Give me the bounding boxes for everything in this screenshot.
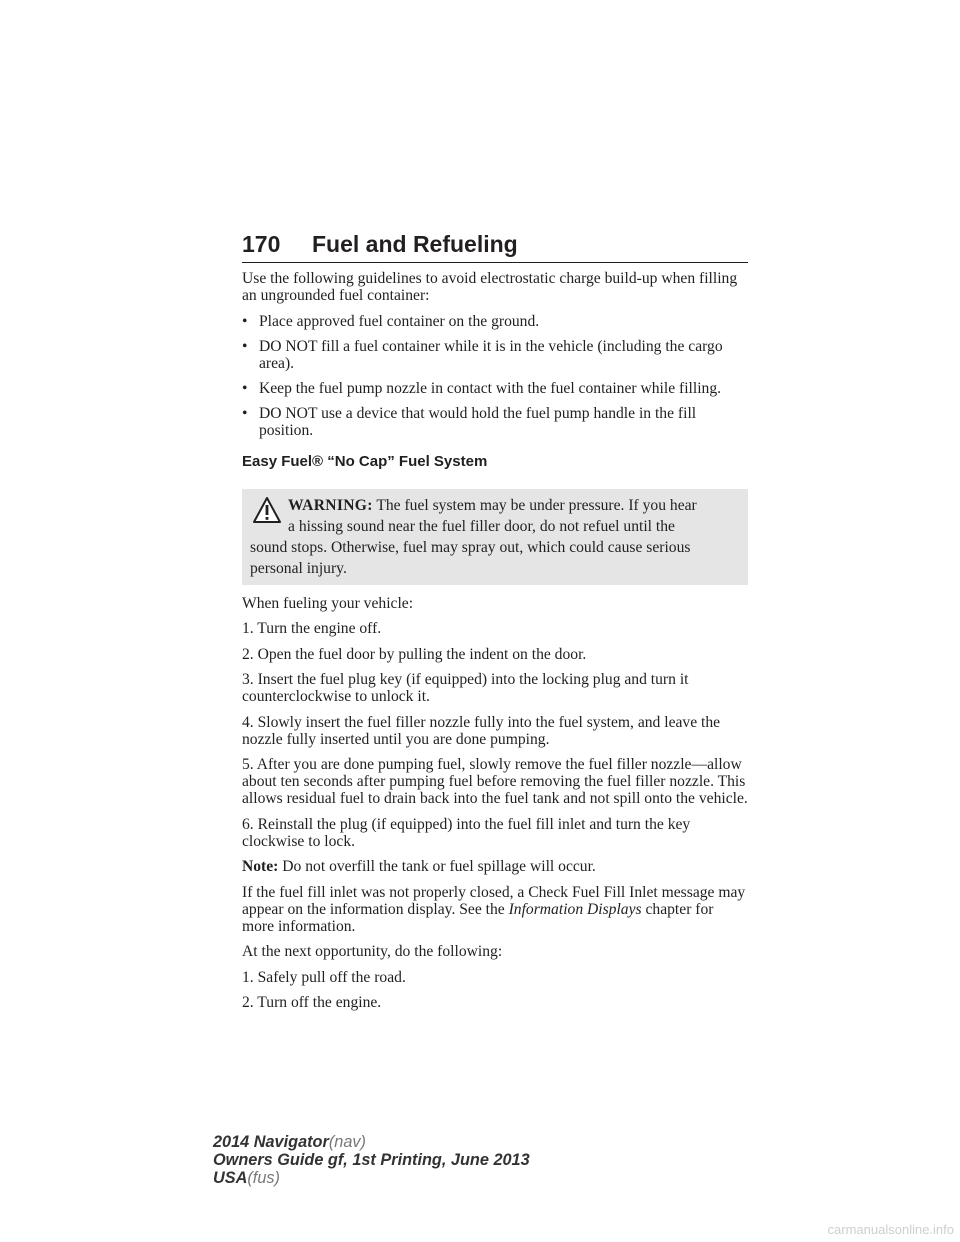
list-item-text: Place approved fuel container on the ground. — [259, 312, 540, 330]
page-number: 170 — [242, 231, 281, 257]
warning-line — [288, 495, 740, 516]
bullet-icon: • — [242, 404, 248, 422]
warning-line: a hissing sound near the fuel filler door, do not refuel until the — [288, 517, 675, 535]
guidelines-list — [242, 313, 748, 439]
page-body — [242, 270, 748, 1020]
step: 1. Turn the engine off. — [242, 620, 382, 637]
list-item — [242, 405, 748, 439]
step: 2. Open the fuel door by pulling the indent on the door. — [242, 645, 587, 663]
footer-model-code: (nav) — [328, 1133, 366, 1151]
footer-line — [213, 1151, 530, 1169]
footer-printing: Owners Guide gf, 1st Printing, June 2013 — [213, 1151, 530, 1169]
footer-market-code: (fus) — [247, 1169, 280, 1187]
warning-label: WARNING: — [288, 496, 373, 514]
warning-line: personal injury. — [250, 559, 347, 577]
step: 5. After you are done pumping fuel, slowly remove the fuel filler nozzle—allow about ten seconds after pumping fuel before removing the fuel filler nozzle. This allows residual fuel to drain back into the fuel tank and not spill onto the vehicle. — [242, 756, 748, 807]
list-item-text: Keep the fuel pump nozzle in contact with the fuel container while filling. — [259, 379, 722, 397]
footer-model: 2014 Navigator — [213, 1133, 329, 1151]
next-opportunity: At the next opportunity, do the following: — [242, 943, 503, 960]
warning-text: The fuel system may be under pressure. If you hear — [376, 496, 697, 514]
list-item-text: DO NOT fill a fuel container while it is in the vehicle (including the cargo area). — [259, 337, 723, 372]
page-header — [242, 230, 748, 263]
warning-triangle-icon — [252, 495, 282, 525]
note-paragraph — [242, 858, 748, 875]
information-displays-reference: Information Displays — [508, 900, 642, 918]
inlet-text-after: chapter for more information. — [242, 900, 714, 935]
list-item — [242, 313, 748, 330]
warning-box — [242, 489, 748, 585]
list-item-text: DO NOT use a device that would hold the fuel pump handle in the fill position. — [259, 404, 697, 439]
note-text: Do not overfill the tank or fuel spillage will occur. — [282, 858, 596, 875]
step: 3. Insert the fuel plug key (if equipped) into the locking plug and turn it counterclockwise to unlock it. — [242, 671, 689, 705]
inlet-text: If the fuel fill inlet was not properly closed, a Check Fuel Fill Inlet message may appear on the information display. See the — [242, 883, 746, 918]
list-item — [242, 338, 748, 372]
step: 6. Reinstall the plug (if equipped) into the fuel fill inlet and turn the key clockwise to lock. — [242, 815, 691, 850]
fueling-intro: When fueling your vehicle: — [242, 594, 414, 612]
footer-market: USA — [213, 1169, 248, 1187]
intro-paragraph: Use the following guidelines to avoid electrostatic charge build-up when filling an ungrounded fuel container: — [242, 270, 738, 304]
section-subheading: Easy Fuel® “No Cap” Fuel System — [242, 452, 488, 470]
bullet-icon: • — [242, 312, 248, 330]
footer-line — [213, 1133, 530, 1151]
note-label: Note: — [242, 858, 279, 875]
bullet-icon: • — [242, 337, 248, 355]
watermark: carmanualsonline.info — [827, 1222, 954, 1237]
section-title: Fuel and Refueling — [312, 231, 518, 257]
step: 2. Turn off the engine. — [242, 994, 382, 1011]
warning-line: sound stops. Otherwise, fuel may spray out, which could cause serious — [250, 538, 691, 556]
list-item — [242, 380, 748, 397]
page-footer — [213, 1133, 530, 1187]
inlet-paragraph — [242, 884, 748, 935]
step: 4. Slowly insert the fuel filler nozzle fully into the fuel system, and leave the nozzle fully inserted until you are done pumping. — [242, 713, 721, 748]
bullet-icon: • — [242, 379, 248, 397]
step: 1. Safely pull off the road. — [242, 968, 406, 986]
footer-line — [213, 1169, 530, 1187]
